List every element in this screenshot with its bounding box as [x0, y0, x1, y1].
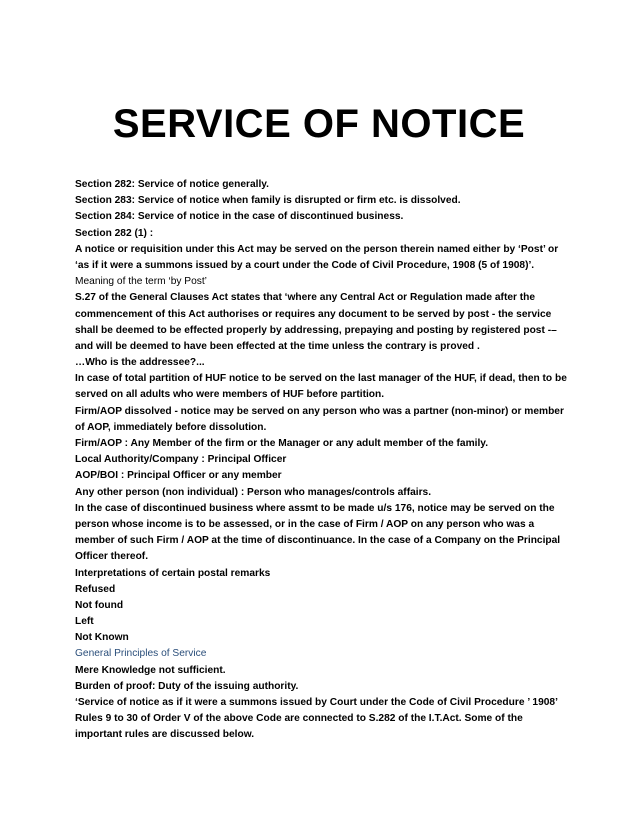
- paragraph-line: served on all adults who were members of HUF before partition.: [75, 389, 385, 401]
- paragraph-line: AOP/BOI : Principal Officer or any member: [75, 470, 282, 482]
- paragraph-line: ‘Service of notice as if it were a summons issued by Court under the Code of Civil Procedure ’ 1908’: [75, 697, 558, 708]
- paragraph-line: A notice or requisition under this Act may be served on the person therein named either by ‘Post’ or: [75, 243, 559, 255]
- paragraph-line: Officer thereof.: [75, 551, 149, 563]
- paragraph-line: person whose income is to be assessed, or in the case of Firm / AOP on any person who was a: [75, 518, 535, 530]
- section-282-1-heading: Section 282 (1) :: [75, 227, 154, 239]
- page-title: SERVICE OF NOTICE: [112, 102, 526, 146]
- subheading-general-principles: General Principles of Service: [75, 648, 207, 660]
- list-item: Left: [75, 616, 94, 628]
- paragraph-line: S.27 of the General Clauses Act states that ‘where any Central Act or Regulation made after the: [75, 292, 536, 304]
- subheading-addressee: …Who is the addressee?...: [75, 357, 205, 369]
- subheading-meaning-by-post: Meaning of the term ‘by Post’: [75, 276, 207, 288]
- subheading-postal-remarks: Interpretations of certain postal remarks: [75, 567, 271, 579]
- paragraph-line: Mere Knowledge not sufficient.: [75, 664, 226, 676]
- paragraph-line: Firm/AOP dissolved - notice may be served on any person who was a partner (non-minor) or member: [75, 405, 564, 417]
- section-282-heading: Section 282: Service of notice generally.: [75, 179, 270, 190]
- document-body: [75, 177, 575, 744]
- paragraph-line: Local Authority/Company : Principal Officer: [75, 454, 287, 466]
- paragraph-line: Rules 9 to 30 of Order V of the above Code are connected to S.282 of the I.T.Act. Some of the: [75, 713, 523, 725]
- paragraph-line: Firm/AOP : Any Member of the firm or the Manager or any adult member of the family.: [75, 438, 489, 449]
- list-item: Not found: [75, 599, 124, 611]
- list-item: Refused: [75, 583, 116, 595]
- paragraph-line: In the case of discontinued business where assmt to be made u/s 176, notice may be served on the: [75, 502, 555, 514]
- section-284-heading: Section 284: Service of notice in the case of discontinued business.: [75, 211, 404, 223]
- paragraph-line: of AOP, immediately before dissolution.: [75, 421, 267, 433]
- paragraph-line: ‘as if it were a summons issued by a court under the Code of Civil Procedure, 1908 (5 of 1908)’.: [75, 259, 535, 271]
- paragraph-line: member of such Firm / AOP at the time of discontinuance. In the case of a Company on the Principal: [75, 535, 561, 547]
- paragraph-line: important rules are discussed below.: [75, 729, 255, 741]
- paragraph-line: shall be deemed to be effected properly by addressing, prepaying and posting by registered post -–: [75, 324, 557, 336]
- paragraph-line: In case of total partition of HUF notice to be served on the last manager of the HUF, if dead, then to be: [75, 373, 567, 385]
- section-283-heading: Section 283: Service of notice when family is disrupted or firm etc. is dissolved.: [75, 195, 461, 207]
- paragraph-line: commencement of this Act authorises or requires any document to be served by post - the service: [75, 308, 552, 320]
- list-item: Not Known: [75, 632, 129, 644]
- paragraph-line: Any other person (non individual) : Person who manages/controls affairs.: [75, 486, 432, 498]
- paragraph-line: and will be deemed to have been effected at the time unless the contrary is proved .: [75, 340, 480, 352]
- paragraph-line: Burden of proof: Duty of the issuing authority.: [75, 680, 299, 692]
